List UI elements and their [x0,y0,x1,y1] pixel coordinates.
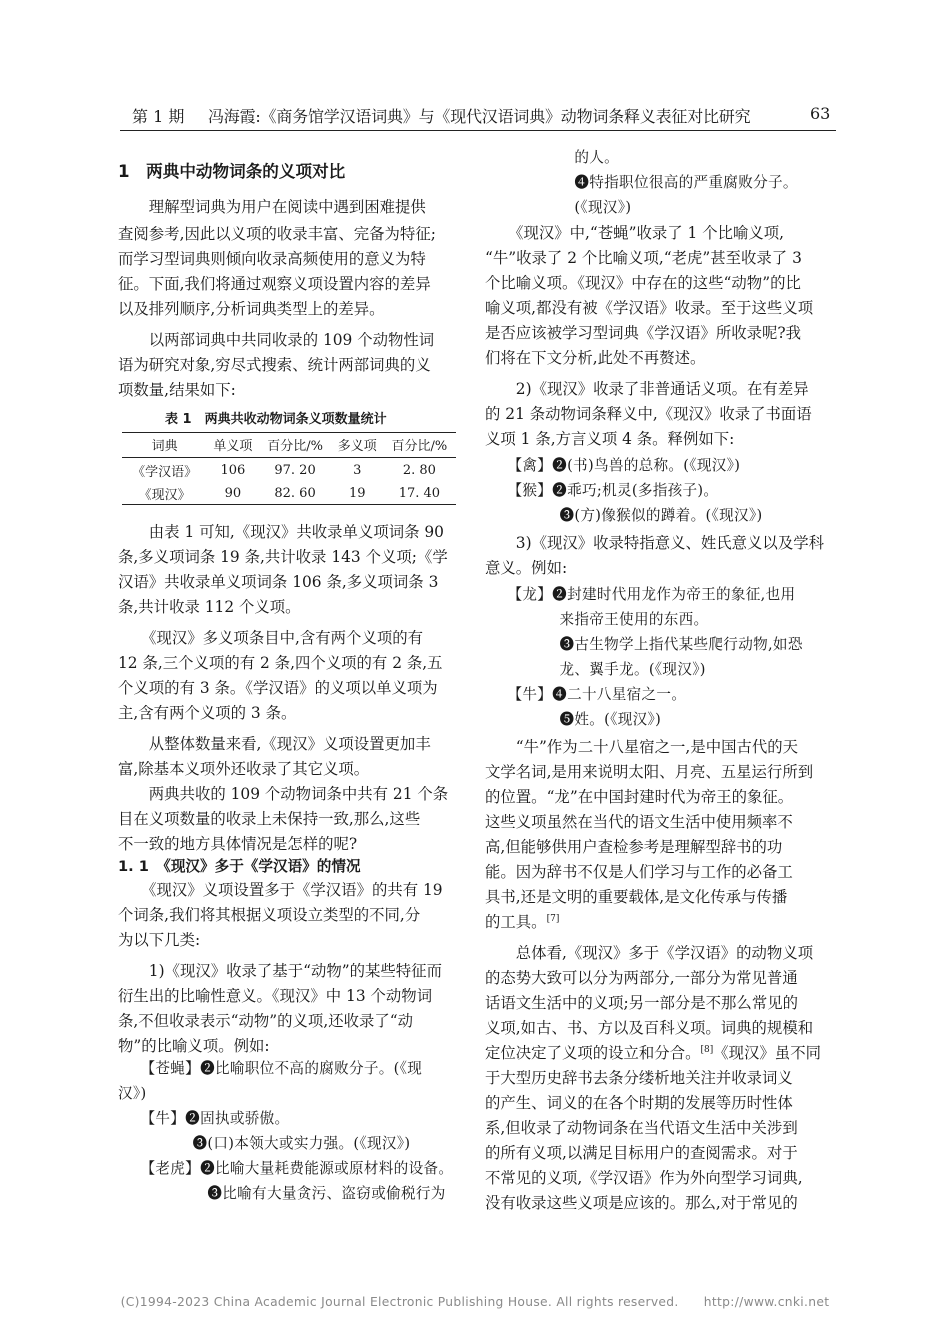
example-line [118,1184,463,1204]
text-line [485,404,830,424]
text-line [485,762,830,782]
line-text: (《现汉》) [485,199,632,216]
example-line [485,506,830,526]
line-text: “牛”收录了 2 个比喻义项,“老虎”甚至收录了 3 [485,249,802,267]
text-line [118,905,463,925]
text-line [118,678,463,698]
running-title: 冯海霞:《商务馆学汉语词典》与《现代汉语词典》动物词条释义表征对比研究 [208,107,751,126]
text-line [485,273,830,293]
table-caption: 表 1 两典共收动物词条义项数量统计 [165,412,387,427]
line-text: 征。下面,我们将通过观察义项设置内容的差异 [118,275,431,293]
table-cell: 19 [348,486,366,501]
table-header-cell: 词典 [122,433,207,458]
line-text: 没有收录这些义项是应该的。那么,对于常见的 [485,1194,798,1212]
line-text: 汉语》共收录单义项词条 106 条,多义项词条 3 [118,573,439,591]
line-text: 条,共计收录 112 个义项。 [118,598,301,616]
line-text: 来指帝王使用的东西。 [485,611,709,628]
copyright-footer: (C)1994-2023 China Academic Journal Electronic Publishing House. All rights reserved. http://www.cnki.net [120,1295,830,1309]
text-line [485,248,830,268]
example-line [485,635,830,655]
text-line [118,703,463,723]
line-text: 总体看,《现汉》多于《学汉语》的动物义项 [485,944,814,962]
text-line [485,298,830,318]
line-text: 个义项的有 3 条。《学汉语》的义项以单义项为 [118,679,438,697]
text-line [485,812,830,832]
example-line [485,456,830,476]
table-cell: 3 [353,463,362,478]
line-text: ❹特指职位很高的严重腐败分子。 [485,174,798,191]
line-text: 条,多义项词条 19 条,共计收录 143 个义项;《学 [118,548,448,566]
example-line [118,1109,463,1129]
text-line [118,784,463,804]
line-text: 文学名词,是用来说明太阳、月亮、五星运行所到 [485,763,814,781]
table-header-cell: 多义项 [332,433,383,458]
text-line [485,968,830,988]
table-row [122,458,456,482]
table-cell: 《现汉》 [138,488,191,503]
text-line [485,887,830,907]
line-text: 汉》) [118,1085,147,1102]
text-line [485,1143,830,1163]
line-text: 义项,如古、书、方以及百科义项。词典的规模和 [485,1019,814,1037]
text-line [118,1011,463,1031]
text-line [118,759,463,779]
line-text: 龙、翼手龙。(《现汉》) [485,661,706,678]
line-text: 意义。例如: [485,559,568,577]
text-line [118,249,463,269]
text-line [118,734,463,754]
table-body [122,458,456,505]
line-text: 义项 1 条,方言义项 4 条。释例如下: [485,430,735,448]
line-text: “牛”作为二十八星宿之一,是中国古代的天 [485,738,799,756]
text-line [118,597,463,617]
line-text: 们将在下文分析,此处不再赘述。 [485,349,706,367]
line-text: 的产生、词义的在各个时期的发展等历时性体 [485,1094,793,1112]
text-line [118,355,463,375]
text-line [118,522,463,542]
line-text: 【老虎】❷比喻大量耗费能源或原材料的设备。 [118,1160,454,1177]
text-line [485,1093,830,1113]
example-line [118,1084,463,1104]
text-line [118,1036,463,1056]
text-line [118,809,463,829]
example-line [485,610,830,630]
text-line [485,787,830,807]
example-line [485,660,830,680]
table-header-cell: 百分比/% [259,433,332,458]
line-text: 语为研究对象,穷尽式搜索、统计两部词典的义 [118,356,431,374]
line-text: 【猴】❷乖巧;机灵(多指孩子)。 [485,482,719,499]
line-text: 系,但收录了动物词条在当代语文生活中关涉到 [485,1119,798,1137]
table-cell: 17. 40 [398,486,441,501]
table-header-cell: 单义项 [207,433,258,458]
line-text: 项数量,结果如下: [118,381,236,399]
subsection-heading [118,857,463,877]
text-line [485,1043,830,1063]
text-line [485,348,830,368]
line-text: 以及排列顺序,分析词典类型上的差异。 [118,300,385,318]
line-text: 【禽】❷(书)鸟兽的总称。(《现汉》) [485,457,741,474]
line-text: 喻义项,都没有被《学汉语》收录。至于这些义项 [485,299,814,317]
text-line [485,912,830,932]
line-text: 《现汉》中,“苍蝇”收录了 1 个比喻义项, [485,224,785,242]
line-text: 个比喻义项。《现汉》中存在的这些“动物”的比 [485,274,801,292]
text-line [485,1168,830,1188]
line-text: 【牛】❹二十八星宿之一。 [485,686,687,703]
text-line [485,1018,830,1038]
line-text: 的人。 [485,149,620,166]
line-text: 《现汉》义项设置多于《学汉语》的共有 19 [118,881,443,899]
text-line [118,834,463,854]
table-header-cell: 百分比/% [383,433,456,458]
example-line [485,173,830,193]
table-header-row [122,433,456,458]
table-cell: 《学汉语》 [132,465,198,480]
text-line [485,1068,830,1088]
table-1 [122,432,456,505]
text-line [485,837,830,857]
line-text: 的工具。 [485,913,547,931]
example-line [485,710,830,730]
table-cell: 2. 80 [402,463,436,478]
text-line [485,533,830,553]
text-line [118,961,463,981]
text-line [118,380,463,400]
line-text: 物”的比喻义项。例如: [118,1037,270,1055]
line-text: 《现汉》多义项条目中,含有两个义项的有 [118,629,424,647]
text-line [485,429,830,449]
line-text: 富,除基本义项外还收录了其它义项。 [118,760,370,778]
line-text: 条,不但收录表示“动物”的义项,还收录了“动 [118,1012,414,1030]
text-line [485,223,830,243]
line-text: 12 条,三个义项的有 2 条,四个义项的有 2 条,五 [118,654,443,672]
line-text: ❸古生物学上指代某些爬行动物,如恐 [485,636,803,653]
line-text: 的位置。“龙”在中国封建时代为帝王的象征。 [485,788,794,806]
example-line [485,585,830,605]
citation-ref: [8] [700,1045,714,1055]
line-text: 由表 1 可知,《现汉》共收录单义项词条 90 [118,523,444,541]
example-line [485,481,830,501]
line-text: 是否应该被学习型词典《学汉语》所收录呢?我 [485,324,802,342]
line-text: 高,但能够供用户查检参考是理解型辞书的功 [485,838,783,856]
text-line [485,943,830,963]
text-line [118,653,463,673]
line-text: 理解型词典为用户在阅读中遇到困难提供 [118,198,426,216]
line-text: 衍生出的比喻性意义。《现汉》中 13 个动物词 [118,987,433,1005]
line-text: 1)《现汉》收录了基于“动物”的某些特征而 [118,962,442,980]
text-line [118,330,463,350]
text-line [485,1193,830,1213]
line-text: ❸(方)像猴似的蹲着。(《现汉》) [485,507,763,524]
line-text: 不常见的义项,《学汉语》作为外向型学习词典, [485,1169,803,1187]
line-text: 于大型历史辞书去条分缕析地关注并收录词义 [485,1069,793,1087]
line-text: 【苍蝇】❷比喻职位不高的腐败分子。(《现 [118,1060,423,1077]
citation-ref: [7] [546,914,560,924]
line-text: ❸(口)本领大或实力强。(《现汉》) [118,1135,411,1152]
line-text: 两典共收的 109 个动物词条中共有 21 个条 [118,785,449,803]
text-line [485,1118,830,1138]
line-text: 话语文生活中的义项;另一部分是不那么常见的 [485,994,798,1012]
line-text: 的态势大致可以分为两部分,一部分为常见普通 [485,969,798,987]
line-text: 《现汉》虽不同 [713,1044,821,1062]
example-line [485,685,830,705]
text-line [118,274,463,294]
line-text: 以两部词典中共同收录的 109 个动物性词 [118,331,435,349]
text-line [485,323,830,343]
text-line [118,547,463,567]
section-heading [118,162,463,182]
example-line [118,1059,463,1079]
example-line [118,1134,463,1154]
text-line [485,379,830,399]
line-text: 具书,还是文明的重要载体,是文化传承与传播 [485,888,788,906]
line-text: 2)《现汉》收录了非普通话义项。在有差异 [485,380,809,398]
example-line [485,148,830,168]
text-line [485,737,830,757]
line-text: 定位决定了义项的设立和分合。 [485,1044,701,1062]
example-line [118,1159,463,1179]
line-text: 【牛】❷固执或骄傲。 [118,1110,290,1127]
text-line [485,993,830,1013]
line-text: 的所有义项,以满足目标用户的查阅需求。对于 [485,1144,798,1162]
line-text: 而学习型词典则倾向收录高频使用的意义为特 [118,250,426,268]
example-line [485,198,830,218]
header-rule [120,130,836,131]
line-text: ❺姓。(《现汉》) [485,711,662,728]
line-text: 不一致的地方具体情况是怎样的呢? [118,835,358,853]
text-line [118,930,463,950]
text-line [118,197,463,217]
line-text: 主,含有两个义项的 3 条。 [118,704,297,722]
line-text: 的 21 条动物词条释义中,《现汉》收录了书面语 [485,405,812,423]
table-cell: 82. 60 [274,486,316,501]
text-line [118,224,463,244]
text-line [118,572,463,592]
table-cell: 97. 20 [274,463,316,478]
line-text: 为以下几类: [118,931,201,949]
table-cell: 90 [224,486,242,501]
text-line [118,628,463,648]
line-text: 从整体数量来看,《现汉》义项设置更加丰 [118,735,431,753]
text-line [118,299,463,319]
line-text: 3)《现汉》收录特指意义、姓氏意义以及学科 [485,534,824,552]
text-line [485,862,830,882]
line-text: 个词条,我们将其根据义项设立类型的不同,分 [118,906,421,924]
line-text: 查阅参考,因此以义项的收录丰富、完备为特征; [118,225,436,243]
table-row [122,481,456,505]
line-text: 1 两典中动物词条的义项对比 [118,162,346,181]
text-line [118,986,463,1006]
page-number: 63 [810,104,831,123]
line-text: 能。因为辞书不仅是人们学习与工作的必备工 [485,863,793,881]
text-line [118,880,463,900]
line-text: 1. 1 《现汉》多于《学汉语》的情况 [118,858,361,875]
table-cell: 106 [220,463,246,478]
issue-label: 第 1 期 [132,107,185,126]
text-line [485,558,830,578]
line-text: 目在义项数量的收录上未保持一致,那么,这些 [118,810,421,828]
line-text: 这些义项虽然在当代的语文生活中使用频率不 [485,813,793,831]
line-text: ❸比喻有大量贪污、盗窃或偷税行为 [118,1185,446,1202]
line-text: 【龙】❷封建时代用龙作为帝王的象征,也用 [485,586,796,603]
